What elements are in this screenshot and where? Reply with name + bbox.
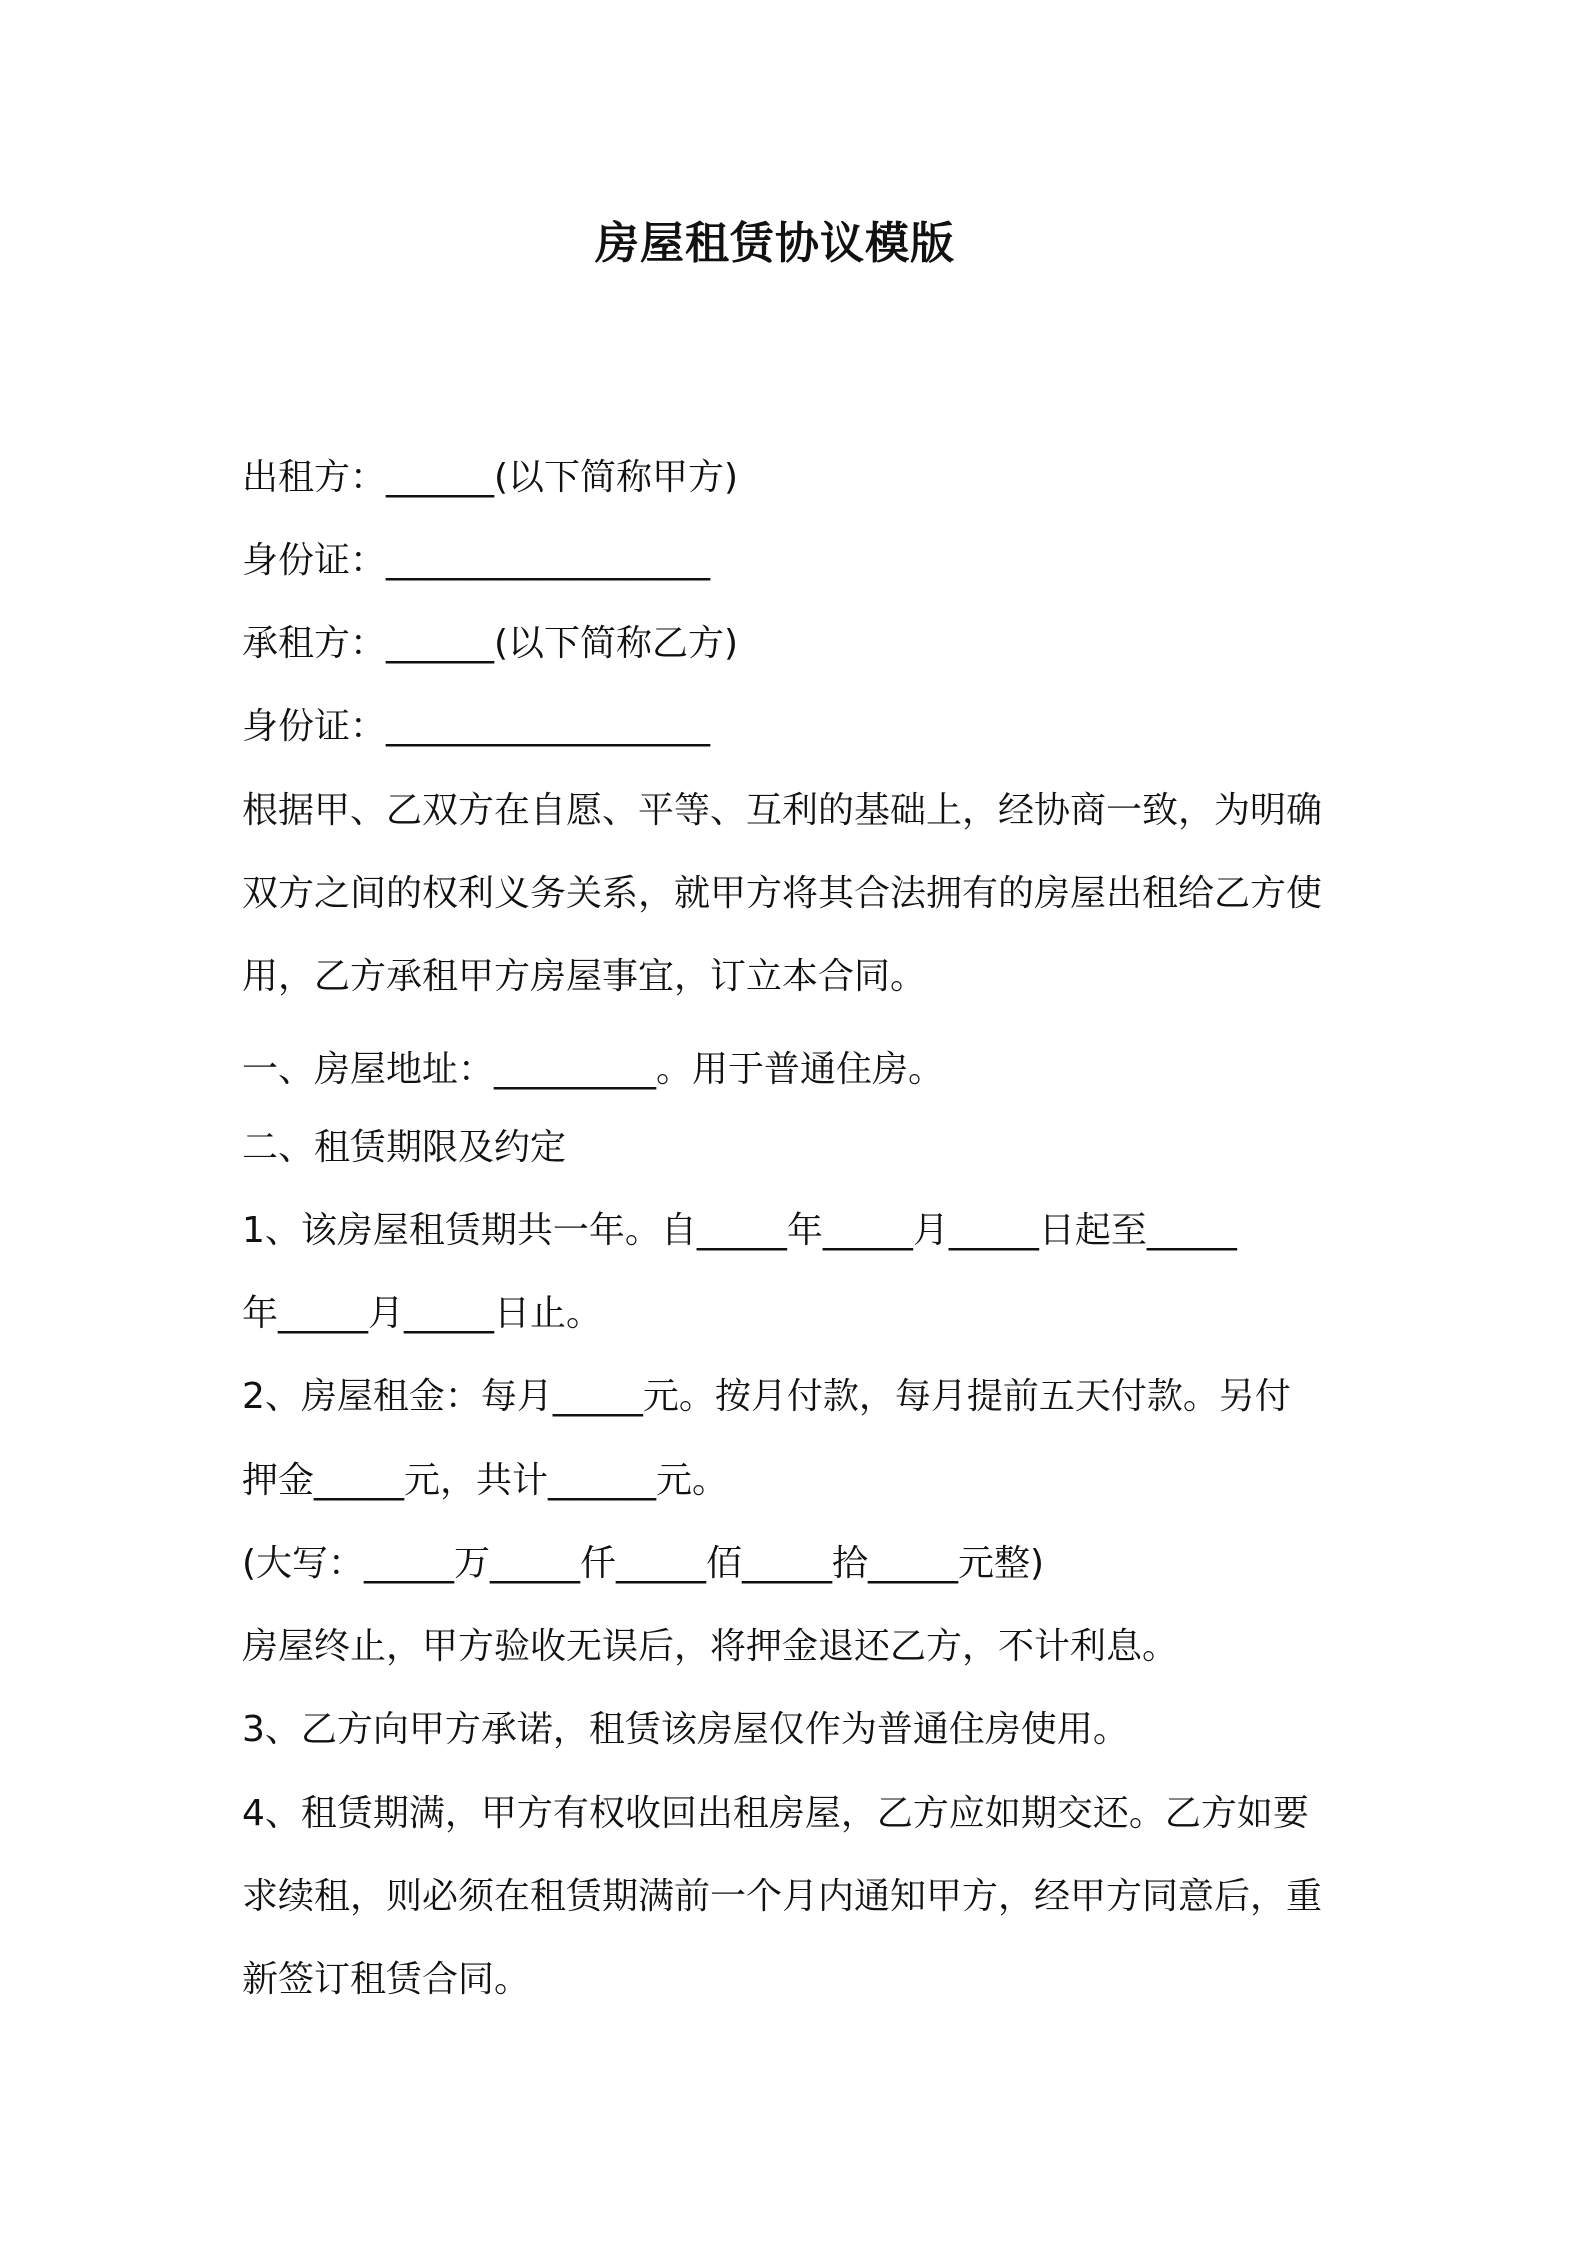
lessor-id-line: 身份证：__________________ <box>242 540 711 581</box>
clause-3: 3、乙方向甲方承诺，租赁该房屋仅作为普通住房使用。 <box>242 1709 1129 1750</box>
clause-2-line-1: 2、房屋租金：每月_____元。按月付款，每月提前五天付款。另付 <box>242 1376 1291 1417</box>
clause-2-line-2: 押金_____元，共计______元。 <box>242 1460 729 1501</box>
clause-4-line-3: 新签订租赁合同。 <box>242 1959 531 2000</box>
clause-1-line-1: 1、该房屋租赁期共一年。自_____年_____月_____日起至_____ <box>242 1210 1237 1251</box>
clause-4-line-2: 求续租，则必须在租赁期满前一个月内通知甲方，经甲方同意后，重 <box>242 1876 1323 1917</box>
clause-4-line-1: 4、租赁期满，甲方有权收回出租房屋，乙方应如期交还。乙方如要 <box>242 1793 1309 1834</box>
clause-2-amount-words: (大写：_____万_____仟_____佰_____拾_____元整) <box>242 1543 1045 1584</box>
section-1-address: 一、房屋地址：_________。用于普通住房。 <box>242 1049 945 1090</box>
preamble-line-1: 根据甲、乙双方在自愿、平等、互利的基础上，经协商一致，为明确 <box>242 790 1323 831</box>
clause-1-line-2: 年_____月_____日止。 <box>242 1293 603 1334</box>
clause-2-deposit-return: 房屋终止，甲方验收无误后，将押金退还乙方，不计利息。 <box>242 1626 1179 1667</box>
lessor-line: 出租方：______(以下简称甲方) <box>242 457 739 498</box>
lessee-id-line: 身份证：__________________ <box>242 706 711 747</box>
section-2-heading: 二、租赁期限及约定 <box>242 1127 567 1168</box>
document-title: 房屋租赁协议模版 <box>595 218 955 269</box>
lessee-line: 承租方：______(以下简称乙方) <box>242 623 739 664</box>
preamble-line-2: 双方之间的权利义务关系，就甲方将其合法拥有的房屋出租给乙方使 <box>242 873 1323 914</box>
preamble-line-3: 用，乙方承租甲方房屋事宜，订立本合同。 <box>242 956 927 997</box>
